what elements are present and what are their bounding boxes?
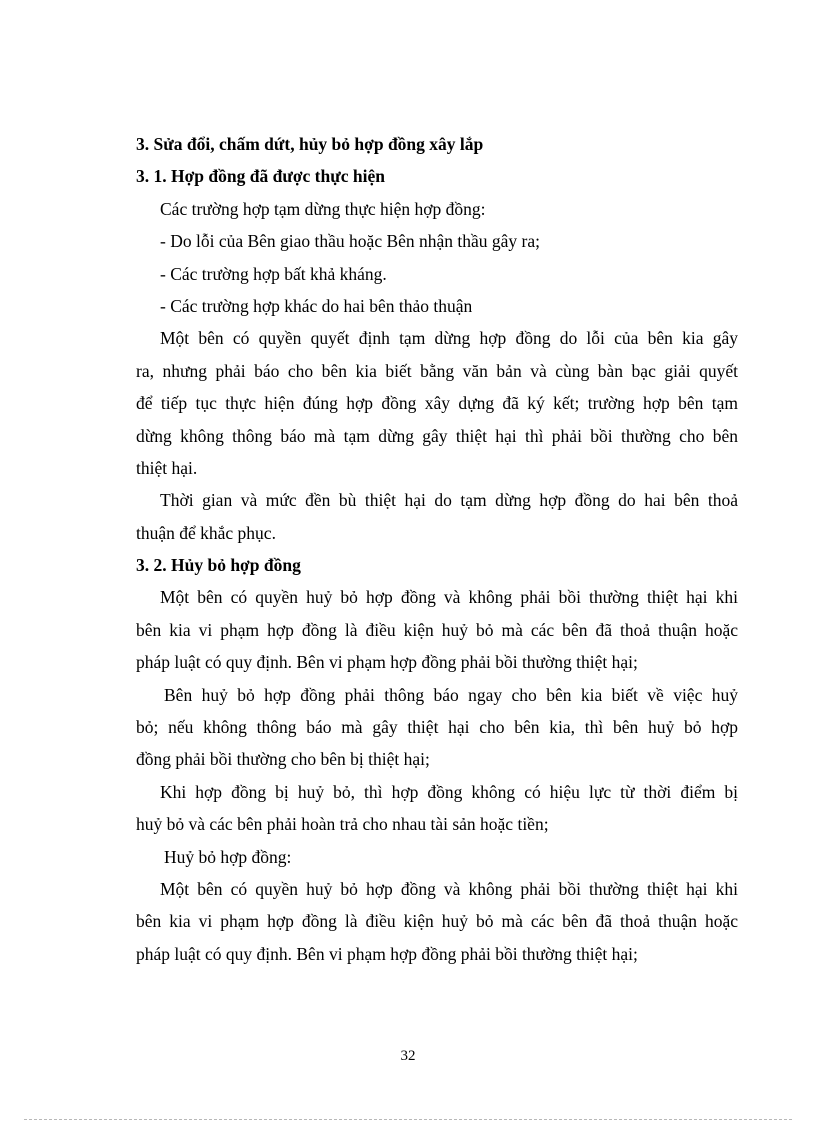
paragraph-line: Một bên có quyền huỷ bỏ hợp đồng và không phải bồi thường thiệt hại khi bbox=[160, 587, 738, 608]
paragraph-line: Thời gian và mức đền bù thiệt hại do tạm dừng hợp đồng do hai bên thoả bbox=[160, 490, 738, 511]
paragraph-line: bỏ; nếu không thông báo mà gây thiệt hại cho bên kia, thì bên huỷ bỏ hợp bbox=[136, 717, 738, 738]
paragraph-line: thuận để khắc phục. bbox=[136, 522, 276, 543]
paragraph-line: đồng phải bồi thường cho bên bị thiệt hại; bbox=[136, 749, 430, 770]
paragraph-line: dừng không thông báo mà tạm dừng gây thiệt hại thì phải bồi thường cho bên bbox=[136, 425, 738, 446]
subsection-heading-contract-performed: 3. 1. Hợp đồng đã được thực hiện bbox=[136, 166, 385, 187]
paragraph-line: Bên huỷ bỏ hợp đồng phải thông báo ngay cho bên kia biết về việc huỷ bbox=[164, 684, 738, 705]
paragraph-line: Huỷ bỏ hợp đồng: bbox=[164, 846, 292, 867]
paragraph-line: huỷ bỏ và các bên phải hoàn trả cho nhau tài sản hoặc tiền; bbox=[136, 814, 549, 835]
paragraph-line: bên kia vi phạm hợp đồng là điều kiện huỷ bỏ mà các bên đã thoả thuận hoặc bbox=[136, 911, 738, 932]
subsection-heading-cancel-contract: 3. 2. Hủy bỏ hợp đồng bbox=[136, 555, 301, 576]
paragraph-line: để tiếp tục thực hiện đúng hợp đồng xây dựng đã ký kết; trường hợp bên tạm bbox=[136, 393, 738, 414]
page-number: 32 bbox=[400, 1048, 416, 1064]
list-item: - Các trường hợp khác do hai bên thảo thuận bbox=[160, 295, 473, 316]
page-body bbox=[136, 128, 738, 970]
paragraph-line: ra, nhưng phải báo cho bên kia biết bằng văn bản và cùng bàn bạc giải quyết bbox=[136, 360, 738, 381]
paragraph-line: pháp luật có quy định. Bên vi phạm hợp đồng phải bồi thường thiệt hại; bbox=[136, 652, 638, 673]
paragraph-line: Khi hợp đồng bị huỷ bỏ, thì hợp đồng không có hiệu lực từ thời điểm bị bbox=[160, 781, 738, 802]
paragraph-line: pháp luật có quy định. Bên vi phạm hợp đồng phải bồi thường thiệt hại; bbox=[136, 943, 638, 964]
paragraph-line: Một bên có quyền huỷ bỏ hợp đồng và không phải bồi thường thiệt hại khi bbox=[160, 878, 738, 899]
list-item: - Do lỗi của Bên giao thầu hoặc Bên nhận thầu gây ra; bbox=[160, 231, 541, 252]
paragraph-line: Một bên có quyền quyết định tạm dừng hợp đồng do lỗi của bên kia gây bbox=[160, 328, 738, 349]
paragraph-line: bên kia vi phạm hợp đồng là điều kiện huỷ bỏ mà các bên đã thoả thuận hoặc bbox=[136, 619, 738, 640]
page-bottom-rule bbox=[24, 1119, 792, 1120]
paragraph-line: thiệt hại. bbox=[136, 457, 198, 478]
list-item: - Các trường hợp bất khả kháng. bbox=[160, 263, 387, 284]
section-heading: 3. Sửa đổi, chấm dứt, hủy bỏ hợp đồng xây lắp bbox=[136, 134, 484, 154]
paragraph-line: Các trường hợp tạm dừng thực hiện hợp đồng: bbox=[160, 198, 486, 219]
